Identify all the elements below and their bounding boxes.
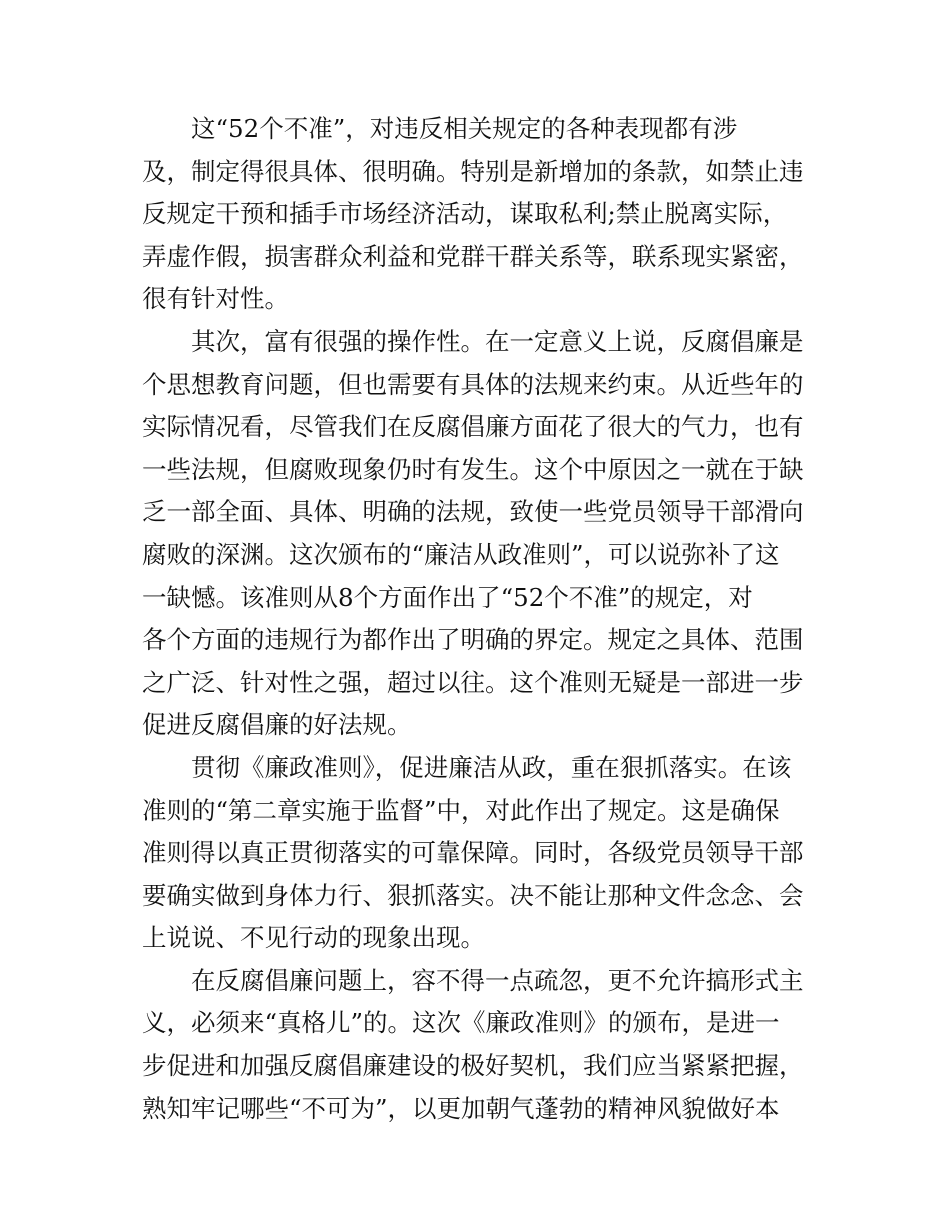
text-line: 一些法规，但腐败现象仍时有发生。这个中原因之一就在于缺 xyxy=(142,454,804,484)
text-line: 其次，富有很强的操作性。在一定意义上说，反腐倡廉是 xyxy=(191,326,804,356)
text-line: 准则的“第二章实施于监督”中，对此作出了规定。这是确保 xyxy=(142,795,780,825)
text-line: 各个方面的违规行为都作出了明确的界定。规定之具体、范围 xyxy=(142,625,804,655)
text-line: 弄虚作假，损害群众利益和党群干群关系等，联系现实紧密， xyxy=(142,241,804,271)
text-line: 促进反腐倡廉的好法规。 xyxy=(142,710,412,740)
text-line: 腐败的深渊。这次颁布的“廉洁从政准则”，可以说弥补了这 xyxy=(142,539,780,569)
text-line: 要确实做到身体力行、狠抓落实。决不能让那种文件念念、会 xyxy=(142,880,804,910)
text-line: 义，必须来“真格儿”的。这次《廉政准则》的颁布，是进一 xyxy=(142,1008,780,1038)
text-line: 及，制定得很具体、很明确。特别是新增加的条款，如禁止违 xyxy=(142,156,804,186)
text-line: 贯彻《廉政准则》，促进廉洁从政，重在狠抓落实。在该 xyxy=(191,752,792,782)
text-line: 实际情况看，尽管我们在反腐倡廉方面花了很大的气力，也有 xyxy=(142,412,804,442)
text-line: 在反腐倡廉问题上，容不得一点疏忽，更不允许搞形式主 xyxy=(191,965,804,995)
text-line: 之广泛、针对性之强，超过以往。这个准则无疑是一部进一步 xyxy=(142,667,804,697)
text-line: 反规定干预和插手市场经济活动，谋取私利;禁止脱离实际， xyxy=(142,199,788,229)
text-line: 熟知牢记哪些“不可为”，以更加朝气蓬勃的精神风貌做好本 xyxy=(142,1093,780,1123)
text-line: 准则得以真正贯彻落实的可靠保障。同时，各级党员领导干部 xyxy=(142,838,804,868)
text-line: 上说说、不见行动的现象出现。 xyxy=(142,923,485,953)
text-line: 个思想教育问题，但也需要有具体的法规来约束。从近些年的 xyxy=(142,369,804,399)
body-text xyxy=(142,108,822,1130)
text-line: 这“52个不准”，对违反相关规定的各种表现都有涉 xyxy=(191,114,738,143)
text-line: 乏一部全面、具体、明确的法规，致使一些党员领导干部滑向 xyxy=(142,497,804,527)
text-line: 步促进和加强反腐倡廉建设的极好契机，我们应当紧紧把握， xyxy=(142,1051,804,1081)
text-line: 一缺憾。该准则从8个方面作出了“52个不准”的规定，对 xyxy=(142,582,753,612)
text-line: 很有针对性。 xyxy=(142,284,289,314)
